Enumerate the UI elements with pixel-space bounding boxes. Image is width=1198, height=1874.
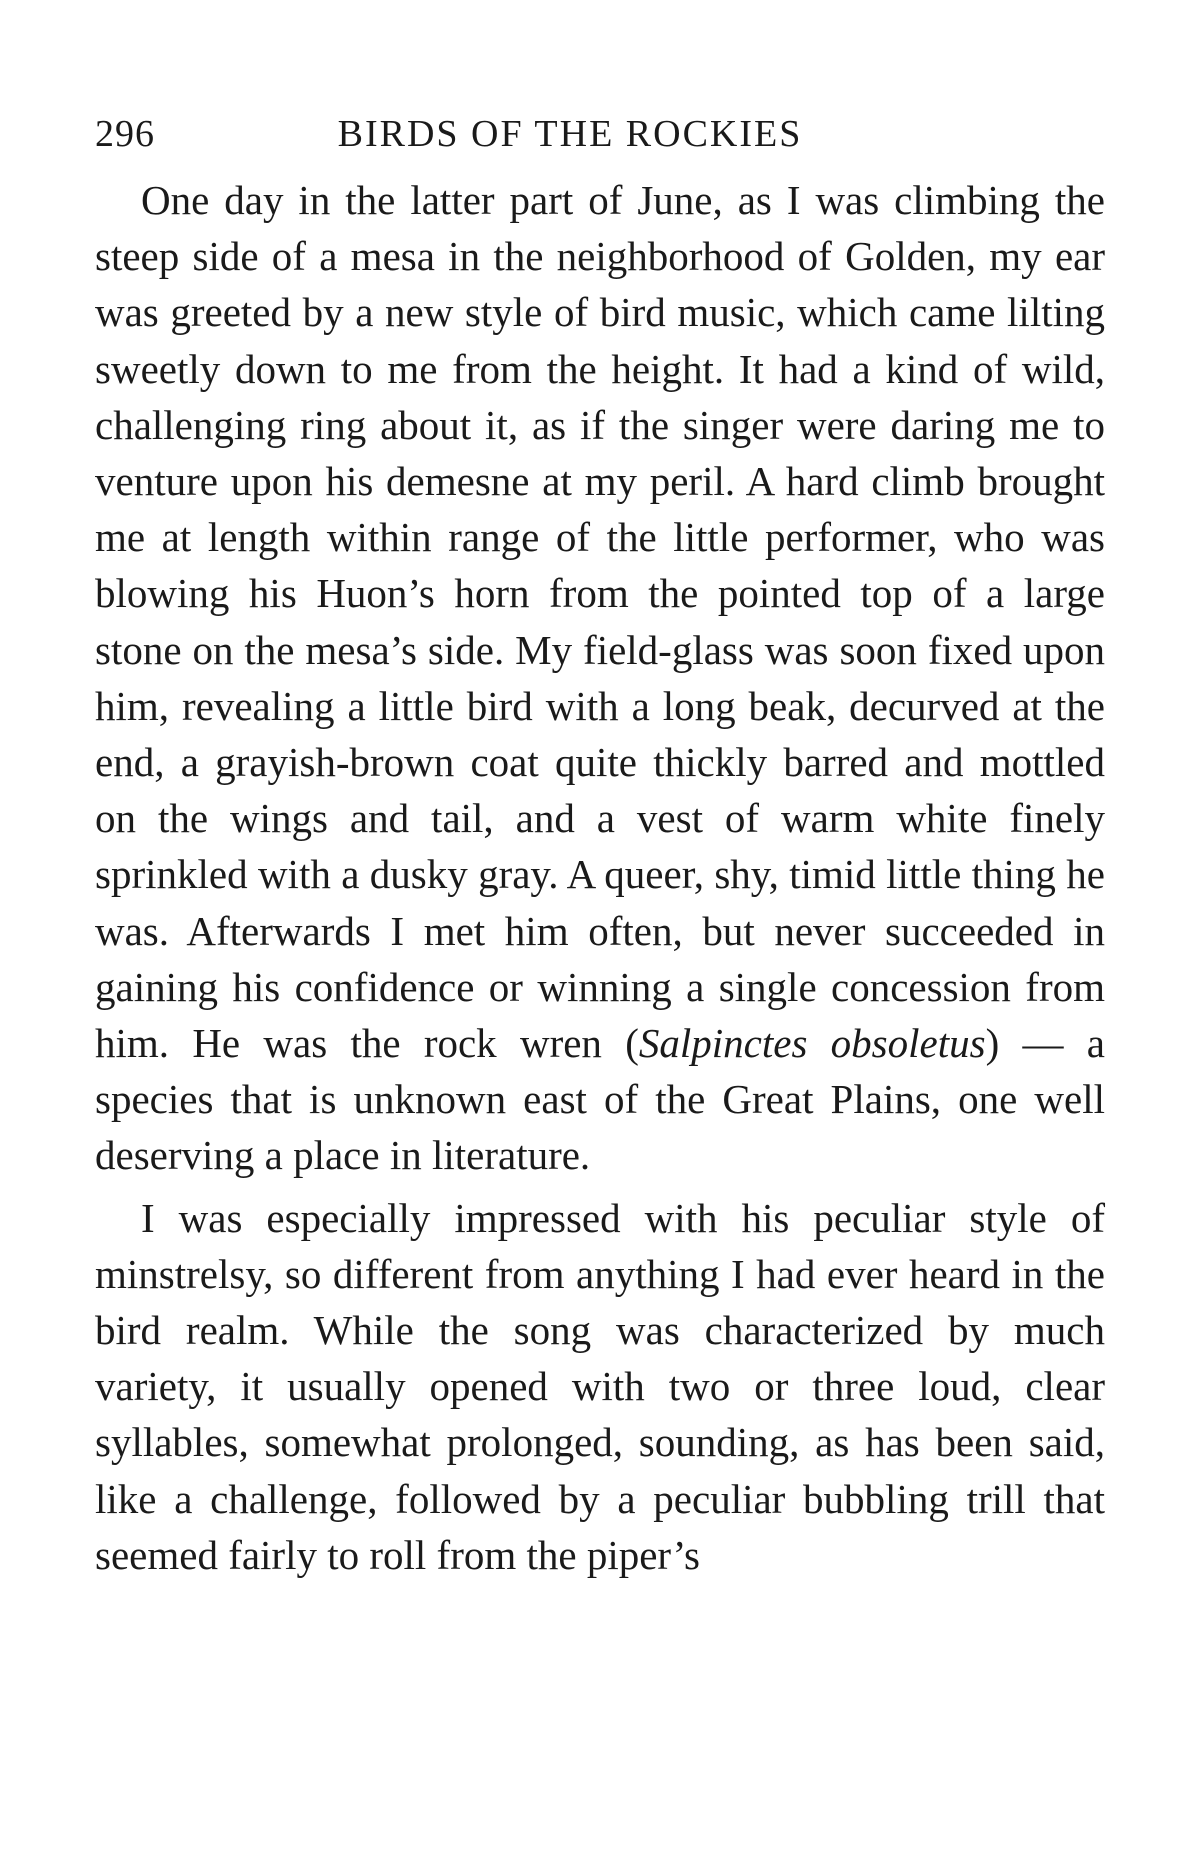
page-number: 296 [95, 113, 155, 155]
paragraph-text-end: ) — a species that is unknown east of the Great Plains, one well deserving a place in literature. [95, 1020, 1105, 1179]
book-page [95, 112, 1105, 1583]
scientific-name: Salpinctes obsoletus [638, 1020, 986, 1067]
running-title: BIRDS OF THE ROCKIES [337, 113, 803, 155]
paragraph-rock-wren-encounter [95, 172, 1105, 1184]
body-text [95, 172, 1105, 1583]
paragraph-minstrelsy: I was especially impressed with his peculiar style of minstrelsy, so different from anything I had ever heard in the bird realm. While the song was characterized by much variety, it usually opened with two or three loud, clear syllables, somewhat prolonged, sounding, as has been said, like a challenge, followed by a peculiar bubbling trill that seemed fairly to roll from the piper’s [95, 1194, 1105, 1578]
paragraph-text-start: One day in the latter part of June, as I was climbing the steep side of a mesa in the neighborhood of Golden, my ear was greeted by a new style of bird music, which came lilting sweetly down to me from the height. It had a kind of wild, challenging ring about it, as if the singer were daring me to venture upon his demesne at my peril. A hard climb brought me at length within range of the little performer, who was blowing his Huon’s horn from the pointed top of a large stone on the mesa’s side. My field-glass was soon fixed upon him, revealing a little bird with a long beak, decurved at the end, a grayish-brown coat quite thickly barred and mottled on the wings and tail, and a vest of warm white finely sprinkled with a dusky gray. A queer, shy, timid little thing he was. Afterwards I met him often, but never succeeded in gaining his confidence or winning a single concession from him. He was the rock wren ( [95, 177, 1105, 1067]
running-head [95, 112, 1105, 172]
